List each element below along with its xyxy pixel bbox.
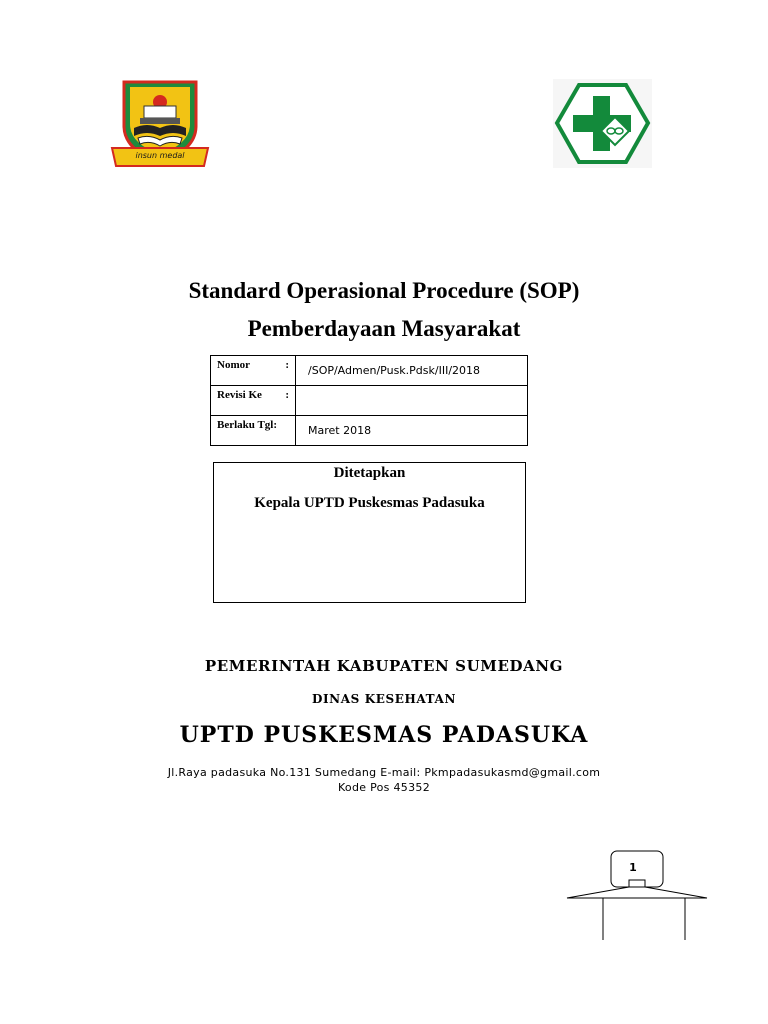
approval-signatory: Kepala UPTD Puskesmas Padasuka (254, 495, 485, 511)
row-value (296, 386, 528, 416)
table-row (211, 416, 528, 446)
row-label: Nomor (217, 359, 250, 371)
row-value: /SOP/Admen/Pusk.Pdsk/III/2018 (296, 356, 528, 386)
row-separator: : (285, 389, 289, 401)
crest-banner-text: insun medal (135, 151, 185, 160)
row-label: Berlaku Tgl: (217, 419, 278, 431)
address-line: Jl.Raya padasuka No.131 Sumedang E-mail: Pkmpadasukasmd@gmail.com (167, 766, 601, 779)
row-value: Maret 2018 (296, 416, 528, 446)
approval-box (213, 462, 526, 603)
page-subtitle: Pemberdayaan Masyarakat (247, 316, 521, 341)
puskesmas-cross-icon (553, 79, 652, 168)
organization-name: UPTD PUSKESMAS PADASUKA (179, 722, 589, 748)
table-row (211, 386, 528, 416)
row-label: Revisi Ke (217, 389, 262, 401)
table-row (211, 356, 528, 386)
row-separator: : (285, 359, 289, 371)
government-name: PEMERINTAH KABUPATEN SUMEDANG (204, 657, 564, 675)
postal-code: Kode Pos 45352 (337, 781, 431, 794)
page-number: 1 (629, 861, 637, 874)
department-name: DINAS KESEHATAN (311, 692, 457, 706)
sop-info-table (210, 355, 528, 446)
page-title: Standard Operasional Procedure (SOP) (188, 278, 580, 303)
approval-label: Ditetapkan (333, 465, 406, 481)
